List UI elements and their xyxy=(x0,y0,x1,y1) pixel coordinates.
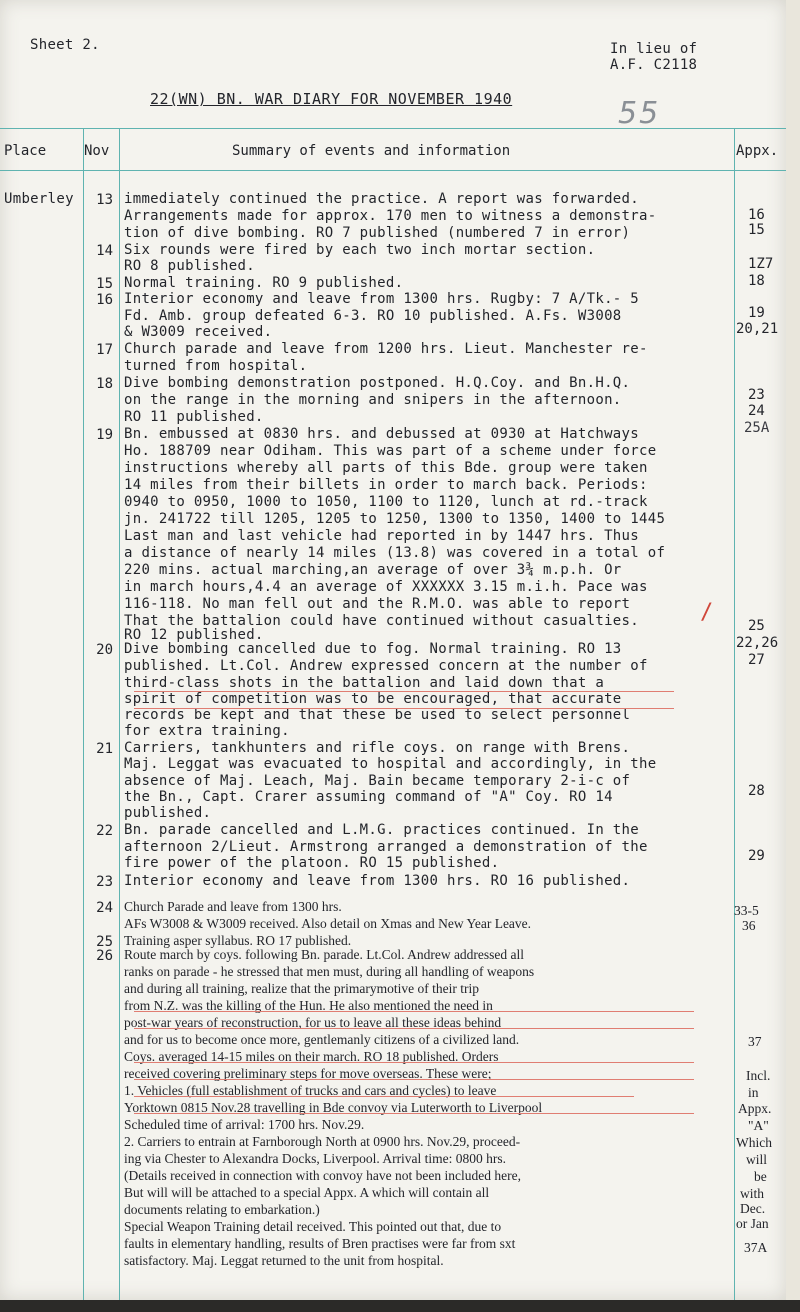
summary-line: on the range in the morning and snipers in the afternoon. xyxy=(124,392,622,408)
summary-line: for extra training. xyxy=(124,723,290,739)
summary-line: post-war years of reconstruction, for us to leave all these ideas behind xyxy=(124,1015,502,1030)
day-number: 15 xyxy=(96,276,113,292)
summary-line: ranks on parade - he stressed that men must, during all handling of weapons xyxy=(124,964,535,979)
red-underline xyxy=(134,1096,634,1097)
appx-ref: 19 xyxy=(748,305,765,321)
column-appx: Appx. xyxy=(736,143,779,159)
summary-line: turned from hospital. xyxy=(124,358,308,374)
summary-line: & W3009 received. xyxy=(124,324,273,340)
summary-line: faults in elementary handling, results of Bren practises were far from sxt xyxy=(124,1236,516,1251)
appx-ref: 16 xyxy=(748,207,765,223)
nov-column-rule xyxy=(119,128,120,1300)
summary-line: RO 12 published. xyxy=(124,627,264,643)
summary-line: 0940 to 0950, 1000 to 1050, 1100 to 1120, lunch at rd.-track xyxy=(124,494,648,510)
summary-line: Coys. averaged 14-15 miles on their march. RO 18 published. Orders xyxy=(124,1049,499,1064)
summary-line: satisfactory. Maj. Leggat returned to the unit from hospital. xyxy=(124,1253,444,1268)
table-header-rule xyxy=(0,170,786,171)
appx-ref: Incl. xyxy=(746,1068,771,1083)
summary-line: Bn. parade cancelled and L.M.G. practices continued. In the xyxy=(124,822,639,838)
summary-line: Fd. Amb. group defeated 6-3. RO 10 published. A.Fs. W3008 xyxy=(124,308,622,324)
day-number: 23 xyxy=(96,874,113,890)
summary-line: published. xyxy=(124,805,212,821)
summary-line: Route march by coys. following Bn. parade. Lt.Col. Andrew addressed all xyxy=(124,947,525,962)
appx-ref: 22,26 xyxy=(736,635,779,651)
appx-ref: Appx. xyxy=(738,1101,772,1116)
appx-ref: 18 xyxy=(748,273,765,289)
summary-line: Interior economy and leave from 1300 hrs. RO 16 published. xyxy=(124,873,631,889)
appx-ref: in xyxy=(748,1085,759,1100)
summary-line: jn. 241722 till 1205, 1205 to 1250, 1300 to 1350, 1400 to 1445 xyxy=(124,511,666,527)
appx-ref: 1Z7 xyxy=(748,256,774,272)
red-underline xyxy=(134,708,674,709)
day-number: 17 xyxy=(96,342,113,358)
summary-line: Dive bombing demonstration postponed. H.Q.Coy. and Bn.H.Q. xyxy=(124,375,631,391)
day-number: 26 xyxy=(96,948,113,964)
summary-line: in march hours,4.4 an average of XXXXXX 3.15 m.i.h. Pace was xyxy=(124,579,648,595)
summary-line: AFs W3008 & W3009 received. Also detail on Xmas and New Year Leave. xyxy=(124,916,532,931)
summary-line: Maj. Leggat was evacuated to hospital and accordingly, in the xyxy=(124,756,657,772)
summary-line: Interior economy and leave from 1300 hrs. Rugby: 7 A/Tk.- 5 xyxy=(124,291,639,307)
column-nov: Nov xyxy=(84,143,110,159)
summary-line: ing via Chester to Alexandra Docks, Liverpool. Arrival time: 0800 hrs. xyxy=(124,1151,507,1166)
appx-ref: "A" xyxy=(748,1118,769,1133)
appx-ref: 25 xyxy=(748,618,765,634)
summary-line: RO 11 published. xyxy=(124,409,264,425)
summary-line: Ho. 188709 near Odiham. This was part of a scheme under force xyxy=(124,443,657,459)
column-place: Place xyxy=(4,143,47,159)
appx-ref: 33-5 xyxy=(734,903,759,918)
column-summary: Summary of events and information xyxy=(232,143,511,159)
summary-line: instructions whereby all parts of this Bde. group were taken xyxy=(124,460,648,476)
summary-line: Normal training. RO 9 published. xyxy=(124,275,404,291)
summary-line: and for us to become once more, gentlemanly citizens of a civilized land. xyxy=(124,1032,520,1047)
summary-line: 2. Carriers to entrain at Farnborough North at 0900 hrs. Nov.29, proceed- xyxy=(124,1134,521,1149)
day-number: 22 xyxy=(96,823,113,839)
in-lieu-line-1: In lieu of xyxy=(610,41,698,57)
summary-line: spirit of competition was to be encouraged, that accurate xyxy=(124,691,622,707)
red-underline xyxy=(134,1062,694,1063)
summary-line: the Bn., Capt. Crarer assuming command of "A" Coy. RO 14 xyxy=(124,789,613,805)
summary-line: 14 miles from their billets in order to march back. Periods: xyxy=(124,477,648,493)
appx-ref: 37 xyxy=(748,1034,762,1049)
appx-ref: 36 xyxy=(742,918,756,933)
red-underline xyxy=(134,691,674,692)
summary-line: afternoon 2/Lieut. Armstrong arranged a demonstration of the xyxy=(124,839,648,855)
appx-ref: 24 xyxy=(748,403,765,419)
summary-line: 116-118. No man fell out and the R.M.O. was able to report xyxy=(124,596,631,612)
day-number: 25 xyxy=(96,934,113,950)
summary-line: Arrangements made for approx. 170 men to witness a demonstra- xyxy=(124,208,657,224)
day-number: 24 xyxy=(96,900,113,916)
red-underline xyxy=(134,1113,694,1114)
summary-line: Scheduled time of arrival: 1700 hrs. Nov.29. xyxy=(124,1117,365,1132)
appx-ref: Dec. xyxy=(740,1201,766,1216)
diary-title: 22(WN) BN. WAR DIARY FOR NOVEMBER 1940 xyxy=(150,90,513,108)
summary-line: published. Lt.Col. Andrew expressed concern at the number of xyxy=(124,658,648,674)
red-pencil-tick: / xyxy=(700,600,714,625)
summary-line: tion of dive bombing. RO 7 published (numbered 7 in error) xyxy=(124,225,631,241)
summary-line: Last man and last vehicle had reported in by 1447 hrs. Thus xyxy=(124,528,639,544)
red-underline xyxy=(134,1028,694,1029)
appx-ref: 37A xyxy=(744,1240,768,1255)
summary-line: 1. Vehicles (full establishment of trucks and cars and cycles) to leave xyxy=(124,1083,497,1098)
day-number: 20 xyxy=(96,642,113,658)
appx-ref: 28 xyxy=(748,783,765,799)
summary-column-rule xyxy=(734,128,735,1300)
day-number: 18 xyxy=(96,376,113,392)
summary-line: 220 mins. actual marching,an average of over 3¾ m.p.h. Or xyxy=(124,562,622,578)
summary-line: But will will be attached to a special Appx. A which will contain all xyxy=(124,1185,490,1200)
summary-line: immediately continued the practice. A report was forwarded. xyxy=(124,191,639,207)
in-lieu-line-2: A.F. C2118 xyxy=(610,57,698,73)
day-number: 16 xyxy=(96,292,113,308)
summary-line: Yorktown 0815 Nov.28 travelling in Bde convoy via Luterworth to Liverpool xyxy=(124,1100,543,1115)
appx-ref: will xyxy=(746,1152,768,1167)
summary-line: Six rounds were fired by each two inch mortar section. xyxy=(124,242,596,258)
summary-line: absence of Maj. Leach, Maj. Bain became temporary 2-i-c of xyxy=(124,773,631,789)
appx-ref: 20,21 xyxy=(736,321,779,337)
day-number: 13 xyxy=(96,192,113,208)
sheet-number: Sheet 2. xyxy=(30,37,100,53)
appx-ref: 25A xyxy=(744,420,770,436)
table-top-rule xyxy=(0,128,786,129)
summary-line: third-class shots in the battalion and laid down that a xyxy=(124,675,605,691)
appx-ref: 23 xyxy=(748,387,765,403)
appx-ref: 15 xyxy=(748,222,765,238)
red-underline xyxy=(134,1011,694,1012)
appx-ref: with xyxy=(740,1186,765,1201)
day-number: 21 xyxy=(96,741,113,757)
summary-line: Training asper syllabus. RO 17 published. xyxy=(124,933,352,948)
summary-line: (Details received in connection with convoy have not been included here, xyxy=(124,1168,521,1183)
summary-line: Bn. embussed at 0830 hrs. and debussed at 0930 at Hatchways xyxy=(124,426,639,442)
summary-line: Special Weapon Training detail received. This pointed out that, due to xyxy=(124,1219,502,1234)
day-number: 19 xyxy=(96,427,113,443)
summary-line: records be kept and that these be used to select personnel xyxy=(124,707,631,723)
summary-line: That the battalion could have continued without casualties. xyxy=(124,613,639,629)
summary-line: received covering preliminary steps for move overseas. These were; xyxy=(124,1066,492,1081)
summary-line: RO 8 published. xyxy=(124,258,255,274)
summary-line: Church Parade and leave from 1300 hrs. xyxy=(124,899,342,914)
appx-ref: Which xyxy=(736,1135,772,1150)
pencil-page-number: 55 xyxy=(618,96,661,131)
summary-line: and during all training, realize that the primarymotive of their trip xyxy=(124,981,480,996)
page-edge-shadow xyxy=(0,1300,800,1312)
place-name: Umberley xyxy=(4,191,74,207)
summary-line: from N.Z. was the killing of the Hun. He also mentioned the need in xyxy=(124,998,493,1013)
appx-ref: 27 xyxy=(748,652,765,668)
red-underline xyxy=(134,1079,694,1080)
summary-line: documents relating to embarkation.) xyxy=(124,1202,320,1217)
summary-line: fire power of the platoon. RO 15 published. xyxy=(124,855,500,871)
summary-line: Carriers, tankhunters and rifle coys. on range with Brens. xyxy=(124,740,631,756)
appx-ref: 29 xyxy=(748,848,765,864)
day-number: 14 xyxy=(96,243,113,259)
summary-line: a distance of nearly 14 miles (13.8) was covered in a total of xyxy=(124,545,666,561)
summary-line: Church parade and leave from 1200 hrs. Lieut. Manchester re- xyxy=(124,341,648,357)
appx-ref: or Jan xyxy=(736,1216,769,1231)
summary-line: Dive bombing cancelled due to fog. Normal training. RO 13 xyxy=(124,641,622,657)
appx-ref: be xyxy=(754,1169,767,1184)
